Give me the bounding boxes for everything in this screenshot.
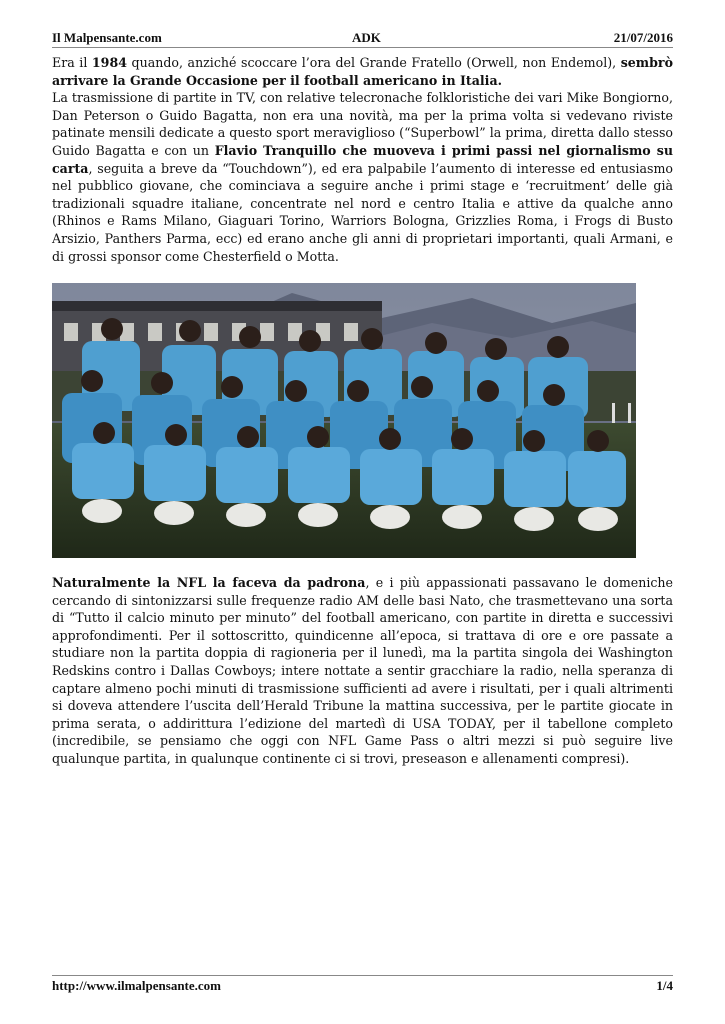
article-intro [52, 54, 673, 265]
page-header [52, 28, 673, 46]
paragraph-2: La trasmissione di partite in TV, con relative telecronache folkloristiche dei vari Mike Bongiorno, Dan Peterson o Guido Bagatta, non era una novità, ma per la prima volta si vedevano riviste patinate mensili dedicate a questo sport meraviglioso (“Superbowl” la prima, diretta dallo stesso Guido Bagatta e con un Flavio Tranquillo che muoveva i primi passi nel giornalismo su carta, seguita a breve da “Touchdown”), ed era palpabile l’aumento di interesse ed entusiasmo nel pubblico giovane, che cominciava a seguire anche i primi stage e ‘recruitment’ delle già tradizionali squadre italiane, concentrate nel nord e centro Italia e attive da qualche anno (Rhinos e Rams Milano, Giaguari Torino, Warriors Bologna, Grizzlies Roma, i Frogs di Busto Arsizio, Panthers Parma, ecc) ed erano anche gli anni di proprietari importanti, quali Armani, e di grossi sponsor come Chesterfield o Motta. [52, 90, 673, 264]
header-divider [52, 47, 673, 48]
footer-divider [52, 975, 673, 976]
footer-url[interactable]: http://www.ilmalpensante.com [52, 978, 221, 993]
paragraph-3: Naturalmente la NFL la faceva da padrona, e i più appassionati passavano le domeniche cercando di sintonizzarsi sulle frequenze radio AM delle basi Nato, che trasmettevano una sorta di “Tutto il calcio minuto per minuto” del football americano, con partite in diretta e successivi approfondimenti. Per il sottoscritto, quindicenne all’epoca, si trattava di ore e ore passate a studiare non la partita doppia di ragioneria per il lunedì, ma la partita singola dei Washington Redskins contro i Dallas Cowboys; intere nottate a sentir gracchiare la radio, nella speranza di captare almeno pochi minuti di trasmissione sufficienti ad avere i risultati, per i quali altrimenti si doveva attendere l’uscita dell’Herald Tribune la mattina successiva, per le partite giocate in prima serata, o addirittura l’edizione del martedì di USA TODAY, per il tabellone completo (incredibile, se pensiamo che oggi con NFL Game Pass o altri mezzi si può seguire live qualunque partita, in qualunque continente ci si trovi, preseason e allenamenti compresi). [52, 575, 673, 766]
team-photo [52, 283, 636, 558]
page-footer [52, 978, 673, 994]
page-number: 1/4 [656, 978, 673, 993]
site-name: Il Malpensante.com [52, 30, 162, 45]
date: 21/07/2016 [613, 30, 673, 45]
author: ADK [352, 30, 381, 45]
article-body [52, 574, 673, 768]
paragraph-1: Era il 1984 quando, anziché scoccare l’ora del Grande Fratello (Orwell, non Endemol), sembrò arrivare la Grande Occasione per il football americano in Italia. [52, 55, 673, 88]
